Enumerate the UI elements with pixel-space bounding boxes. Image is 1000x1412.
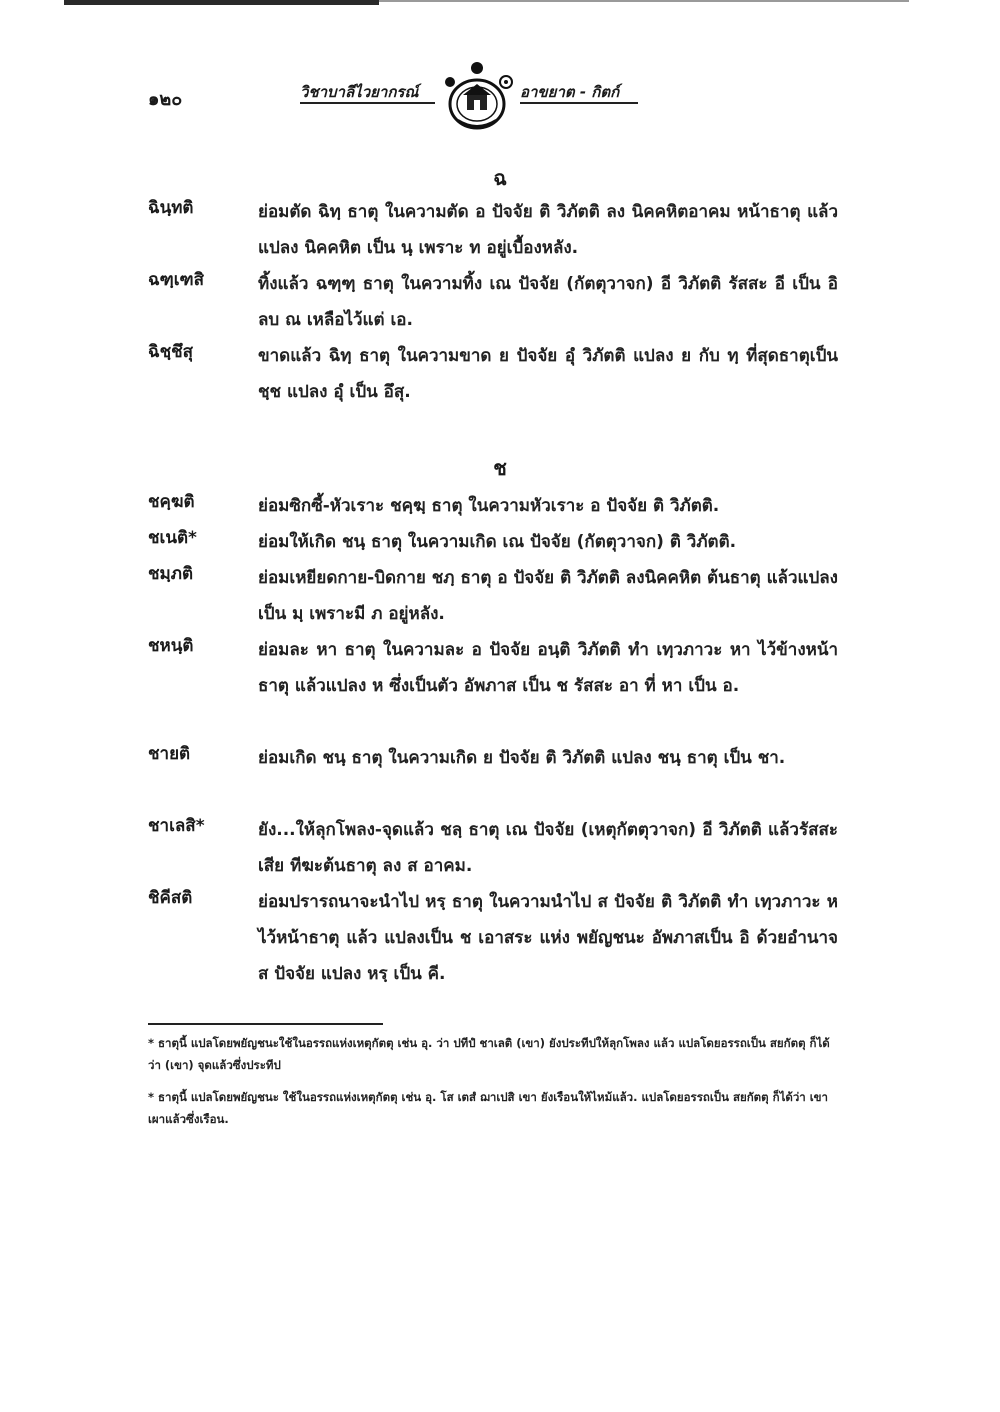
entry-headword: ชมฺภติ	[148, 564, 193, 584]
entry-headword: ชหนฺติ	[148, 636, 194, 656]
dictionary-entry	[148, 740, 838, 776]
dictionary-entry	[148, 266, 838, 338]
scan-border-top-light	[379, 0, 909, 2]
dictionary-entry	[148, 812, 838, 884]
dictionary-entry	[148, 884, 838, 992]
entry-definition: ย่อมเหยียดกาย-บิดกาย ชภฺ ธาตุ อ ปัจจัย ติ วิภัตติ ลงนิคคหิต ต้นธาตุ แล้วแปลงเป็น มฺ เพราะมี ภ อยู่หลัง.	[258, 568, 838, 624]
dictionary-entry	[148, 632, 838, 704]
dictionary-entry	[148, 560, 838, 632]
entry-headword: ฉิชฺชึสุ	[148, 342, 194, 362]
entry-definition: ยัง...ให้ลุกโพลง-จุดแล้ว ชลฺ ธาตุ เณ ปัจจัย (เหตุกัตตุวาจก) อี วิภัตติ แล้วรัสสะเสีย ทีฆะต้นธาตุ ลง ส อาคม.	[258, 820, 838, 876]
entry-headword: ชคฺฆติ	[148, 492, 195, 512]
footnote-divider	[148, 1023, 383, 1025]
entry-definition: ทิ้งแล้ว ฉฑฺฑฺ ธาตุ ในความทิ้ง เณ ปัจจัย (กัตตุวาจก) อี วิภัตติ รัสสะ อี เป็น อิ ลบ ณ เหลือไว้แต่ เอ.	[258, 274, 838, 330]
entry-definition: ย่อมละ หา ธาตุ ในความละ อ ปัจจัย อนฺติ วิภัตติ ทำ เทฺวภาวะ หา ไว้ข้างหน้าธาตุ แล้วแปลง ห ซึ่งเป็นตัว อัพภาส เป็น ช รัสสะ อา ที่ หา เป็น อ.	[258, 640, 838, 696]
entry-definition: ย่อมให้เกิด ชนฺ ธาตุ ในความเกิด เณ ปัจจัย (กัตตุวาจก) ติ วิภัตติ.	[258, 532, 737, 552]
seal-emblem	[436, 62, 518, 134]
entry-definition: ย่อมซิกซี้-หัวเราะ ชคฺฆฺ ธาตุ ในความหัวเราะ อ ปัจจัย ติ วิภัตติ.	[258, 496, 720, 516]
footnote: * ธาตุนี้ แปลโดยพยัญชนะใช้ในอรรถแห่งเหตุกัตตุ เช่น อุ. ว่า ปทีปํ ชาเลติ (เขา) ยังประทีปให้ลุกโพลง แล้ว แปลโดยอรรถเป็น สยกัตตุ ก็ได้ว่า (เขา) จุดแล้วซึ่งประทีป	[148, 1036, 830, 1072]
entry-definition: ย่อมเกิด ชนฺ ธาตุ ในความเกิด ย ปัจจัย ติ วิภัตติ แปลง ชนฺ ธาตุ เป็น ชา.	[258, 748, 786, 768]
entry-headword: ชาเลสิ*	[148, 816, 205, 836]
footnote: * ธาตุนี้ แปลโดยพยัญชนะ ใช้ในอรรถแห่งเหตุกัตตุ เช่น อุ. โส เตสํ ฌาเปสิ เขา ยังเรือนให้ไหม้แล้ว. แปลโดยอรรถเป็น สยกัตตุ ก็ได้ว่า เขา เผาแล้วซึ่งเรือน.	[148, 1090, 828, 1126]
entry-headword: ชเนติ*	[148, 528, 197, 548]
entry-headword: ฉฑฺเฑสิ	[148, 270, 204, 290]
entry-definition: ขาดแล้ว ฉิทฺ ธาตุ ในความขาด ย ปัจจัย อุํ วิภัตติ แปลง ย กับ ทฺ ที่สุดธาตุเป็น ชฺช แปลง อุํ เป็น อึสุ.	[258, 346, 838, 402]
scan-border-top	[64, 0, 379, 5]
header-left-underline	[300, 102, 435, 104]
dictionary-entry	[148, 524, 838, 560]
header-left-title: วิชาบาลีไวยากรณ์	[300, 83, 419, 101]
page-number: ๑๒๐	[148, 89, 183, 110]
dictionary-entry	[148, 338, 838, 410]
entry-definition: ย่อมปรารถนาจะนำไป หรฺ ธาตุ ในความนำไป ส ปัจจัย ติ วิภัตติ ทำ เทฺวภาวะ ห ไว้หน้าธาตุ แล้ว แปลงเป็น ช เอาสระ แห่ง พยัญชนะ อัพภาสเป็น อิ ด้วยอำนาจ ส ปัจจัย แปลง หรฺ เป็น คี.	[258, 892, 838, 984]
entry-headword: ชิคีสติ	[148, 888, 193, 908]
dictionary-entry	[148, 194, 838, 266]
section-letter-cho-chang: ช	[493, 456, 507, 480]
entry-headword: ชายติ	[148, 744, 191, 764]
entry-headword: ฉินฺทติ	[148, 198, 194, 218]
header-right-title: อาขยาต - กิตก์	[520, 83, 620, 101]
entry-definition: ย่อมตัด ฉิทฺ ธาตุ ในความตัด อ ปัจจัย ติ วิภัตติ ลง นิคคหิตอาคม หน้าธาตุ แล้วแปลง นิคคหิต เป็น นฺ เพราะ ท อยู่เบื้องหลัง.	[258, 202, 838, 258]
section-letter-cha-ching: ฉ	[493, 166, 507, 190]
page-header	[0, 62, 1000, 132]
dictionary-entry	[148, 488, 838, 524]
header-right-underline	[520, 102, 638, 104]
